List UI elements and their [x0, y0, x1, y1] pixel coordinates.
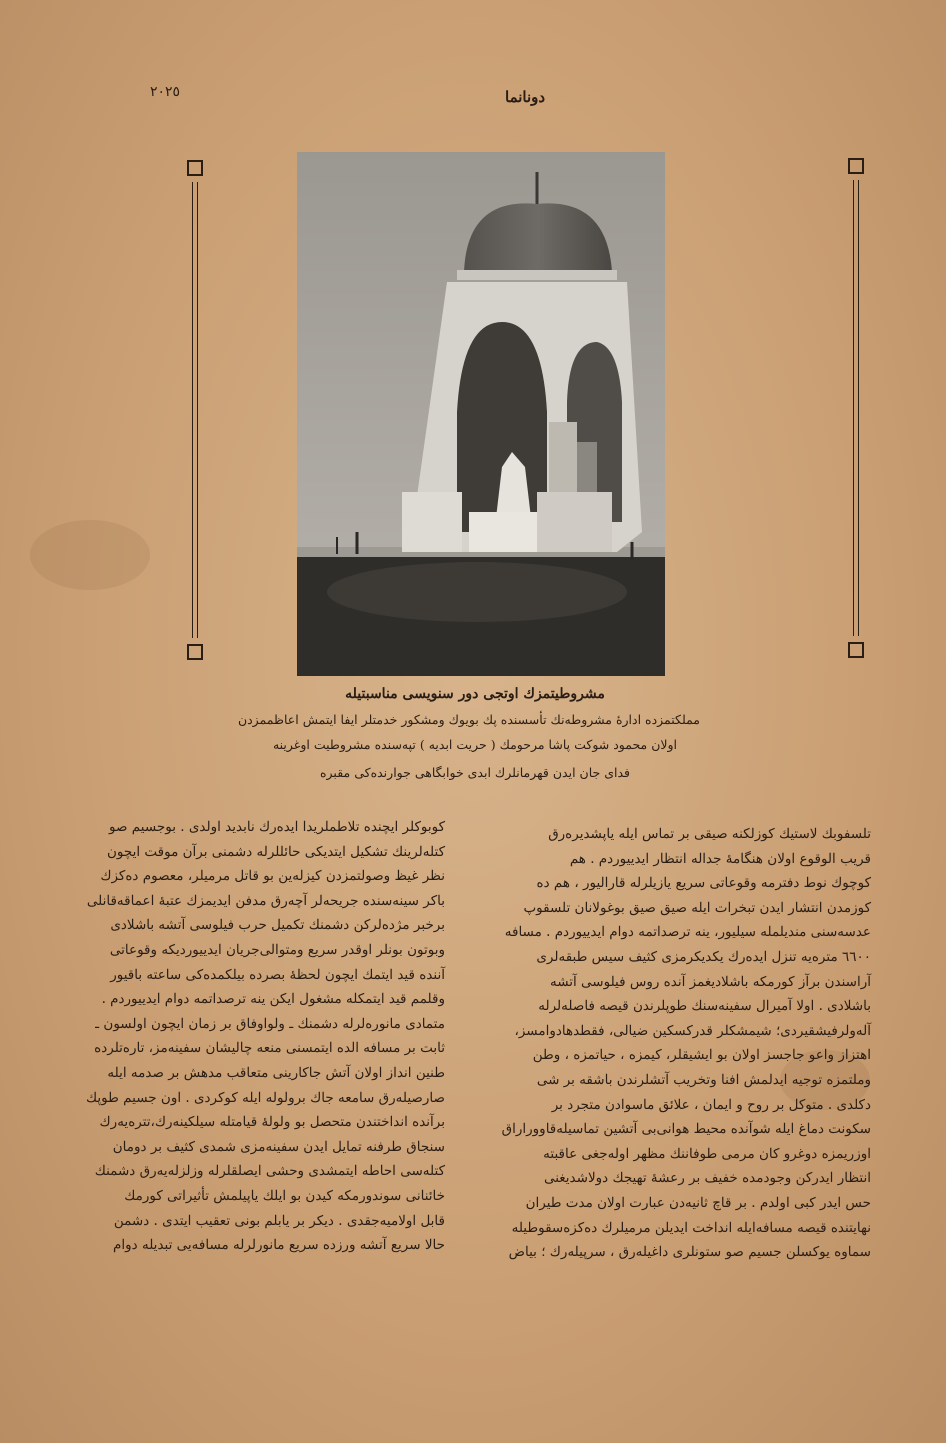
caption-line: فدای جان ایدن قهرمانلرك ابدی خوابگاهی جوارنده‌کی مقبره [319, 765, 631, 780]
text-line: نظر غیظ وصولتمزدن کیزله‌ین بو قاتل مرمیلر، معصوم دەکزك [100, 868, 445, 885]
text-line: حس ایدر کبی اولدم . بر قاچ ثانیه‌دن عبارت اولان مدت طیران [525, 1194, 871, 1211]
text-line: قریب الوقوع اولان هنگامۀ جداله انتظار ایدییوردم . هم [569, 850, 871, 867]
text-line: باکر سینه‌سنده جریحه‌لر آچەرق مدفن ایدیمزك عتبۀ اعماقه‌قانلی [86, 892, 445, 909]
text-line: ٦٦٠٠ متره‌یه تنزل ایدەرك یکدیکرمزی کثیف سیس طبقه‌لری [536, 948, 871, 965]
ornamental-frame-left [185, 160, 207, 660]
text-line: کوزمدن انتشار ایدن تبخرات ایله صیق صیق بوغولانان تلسقوپ [523, 899, 871, 916]
page-number: ٢٠٢٥ [150, 84, 181, 100]
article-column-left [86, 815, 445, 1258]
text-line: باشلادی . اولا آمیرال سفینه‌سنك طوپلرندن قیصه فاصله‌لرله [538, 998, 871, 1015]
text-line: وملتمزه توجیه ایدلمش افنا وتخریب آتشلرندن باشقه بر شی [536, 1071, 871, 1088]
frame-cap-icon [187, 644, 203, 660]
text-line: کتله‌سی احاطه ایتمشدی وحشی ایصلقلرله وزلزله‌یەرق دشمنك [94, 1163, 445, 1180]
text-line: سماوه یوکسلن جسیم صو ستونلری داغیله‌رق ، سرپیله‌رك ؛ بیاض [508, 1244, 871, 1261]
frame-bar [853, 180, 859, 636]
monument-photo [297, 152, 665, 676]
text-line: تلسفوبك لاستیك کوزلکنه صیقی بر تماس ایله یاپشدیرەرق [548, 826, 871, 842]
text-line: قابل اولامیه‌جقدی . دیکر بر یابلم بونی تعقیب ایتدی . دشمن [113, 1212, 445, 1229]
text-line: ثابت بر مسافه الده ایتمسنی منعه چالیشان سفینه‌مز، تارەتلرده [94, 1040, 445, 1057]
text-line: آلەولرفیشقیردی؛ شیمشکلر قدرکسکین ضیالی، فقطدهادوامسز، [514, 1022, 871, 1039]
text-line: آننده قید ایتمك ایچون لحظۀ بصرده بیلکمده‌کی ساعته باقیور [110, 966, 445, 983]
text-line: کوچوك نوط دفترمه وقوعاتی سریع یازیلرله قارالیور ، هم ده [536, 875, 871, 892]
text-line: عدسه‌سنی مندیلمله سیلیور، ینه ترصداتمه دوام ایدییوردم . مسافه [504, 924, 871, 941]
caption-line: مملکتمزده ادارۀ مشروطه‌نك تأسسنده پك بویوك ومشکور خدمتلر ایفا ایتمش اعاظممزدن [237, 712, 700, 727]
text-line: اهتزاز واعو جاجسز اولان بو ایشیقلر، کیمزه ، حیاتمزه ، وطن [532, 1047, 871, 1064]
caption-title: مشروطیتمزك اوتجی دور سنویسی مناسبتیله [345, 686, 605, 702]
caption-line: اولان محمود شوکت پاشا مرحومك ( حریت ابدیه ) تپه‌سنده مشروطیت اوغرینه [272, 737, 678, 752]
text-line: دکلدی . متوکل بر روح و ایمان ، علائق ماسوادن متجرد بر [551, 1096, 871, 1113]
paper-stain [30, 520, 150, 590]
text-line: خائنانی سوندورمکه کیدن بو ایلك یاپیلمش تأثیراتی کورمك [124, 1187, 445, 1204]
text-line: حالا سریع آتشه ورزده سریع مانورلرله مسافه‌یی تبدیله دوام [113, 1237, 445, 1254]
text-line: انتظار ایدرکن وجودمده خفیف بر رعشۀ تهیجك دولاشدیغنی [543, 1170, 871, 1187]
text-line: طنین انداز اولان آتش جاکارینی متعاقب مدهش بر صدمه ایله [107, 1064, 445, 1081]
frame-cap-icon [848, 158, 864, 174]
text-line: برخبر مژده‌لرکن دشمنك تکمیل حرب فیلوسی آتشه باشلادی [110, 917, 445, 934]
text-line: نهایتنده قیصه مسافه‌ایله انداخت ایدیلن مرمیلرك دەکزەسقوطیله [511, 1219, 871, 1236]
article-column-right [501, 822, 871, 1265]
frame-cap-icon [187, 160, 203, 176]
frame-bar [192, 182, 198, 638]
text-line: کتله‌لرینك تشکیل ایتدیکی حائللرله دشمنی برآن موقت ایچون [106, 843, 445, 860]
text-line: اوزریمزه دوغرو کان مرمی طوفاننك مظهر اوله‌جغی عاقبته [543, 1145, 871, 1162]
running-title: دونانما [505, 88, 546, 106]
text-line: کوبوکلر ایچنده تلاطملریدا ایدەرك نابدید اولدی . بوجسیم صو [109, 819, 445, 835]
frame-cap-icon [848, 642, 864, 658]
text-line: سکونت دماغ ایله شوآنده محیط هوانی‌بی آتشین تماسیله‌قاووراراق [501, 1121, 871, 1138]
text-line: صارصیله‌رق سامعه جاك برولوله ایله کوکردی . اون جسیم طوپك [86, 1089, 445, 1106]
text-line: وبوتون بونلر اوقدر سریع ومتوالی‌جریان ایدییوردیکه وقوعاتی [109, 941, 445, 958]
text-line: متمادی مانورەلرله دشمنك ـ ولواوفاق بر زمان ایچون اولسون ـ [95, 1015, 445, 1032]
monument-photo-icon [297, 152, 665, 676]
text-line: برآنده انداختندن متحصل بو ولولۀ قیامتله سیلکینەرك،تترەیەرك [99, 1114, 445, 1131]
ornamental-frame-right [846, 158, 868, 658]
text-line: سنجاق طرفنه تمایل ایدن سفینه‌مزی شمدی کثیف بر دومان [112, 1138, 445, 1155]
text-line: وقلمم قید ایتمکله مشغول ایکن ینه ترصداتمه دوام ایدییوردم . [101, 991, 445, 1008]
text-line: آراسندن برآز کورمکه باشلادیغمز آنده روس فیلوسی آتشه [549, 973, 871, 990]
